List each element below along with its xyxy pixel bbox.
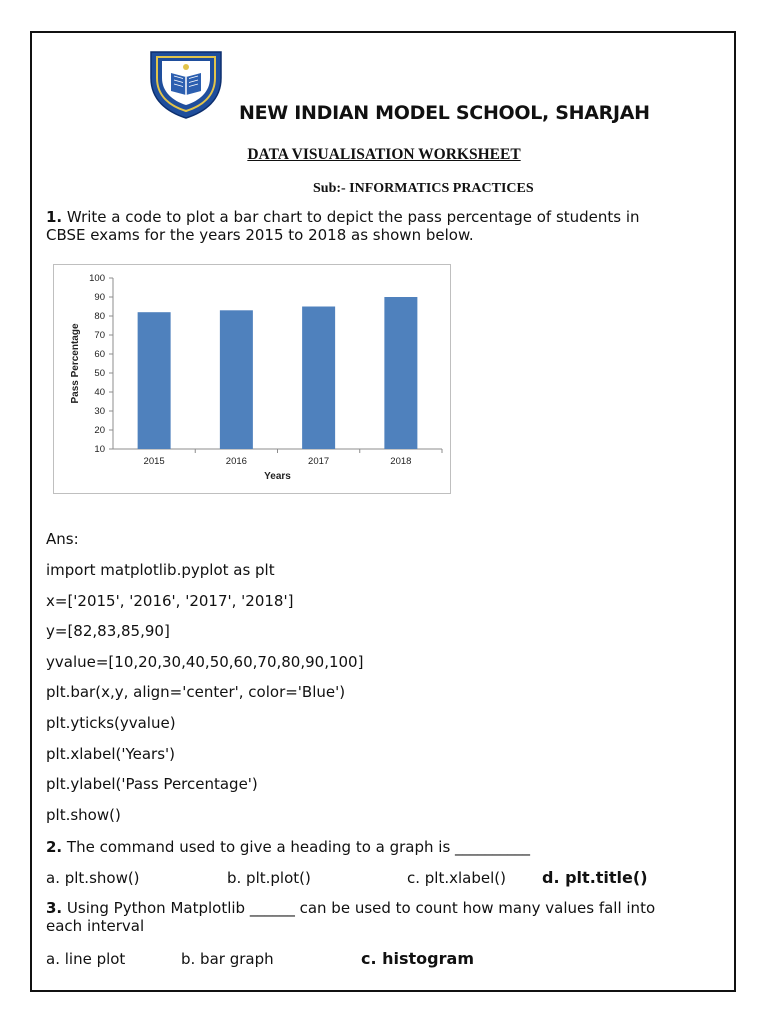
code-line: plt.ylabel('Pass Percentage') bbox=[46, 775, 258, 794]
question-3-option-b: b. bar graph bbox=[181, 950, 274, 968]
question-2-option-c: c. plt.xlabel() bbox=[407, 869, 506, 887]
worksheet-title: DATA VISUALISATION WORKSHEET bbox=[247, 146, 521, 163]
question-3-option-a: a. line plot bbox=[46, 950, 126, 968]
y-tick-label: 60 bbox=[94, 349, 105, 360]
code-line: import matplotlib.pyplot as plt bbox=[46, 561, 275, 579]
code-line: plt.show() bbox=[46, 805, 121, 824]
y-tick-label: 30 bbox=[94, 406, 105, 417]
y-tick-label: 40 bbox=[94, 387, 105, 398]
answer-label: Ans: bbox=[46, 530, 79, 548]
y-axis-label: Pass Percentage bbox=[70, 323, 81, 404]
y-tick-label: 100 bbox=[89, 273, 105, 284]
question-3-option-c-correct: c. histogram bbox=[361, 949, 474, 968]
x-axis-label: Years bbox=[264, 471, 291, 482]
school-crest-logo bbox=[147, 48, 225, 120]
x-tick-label: 2016 bbox=[225, 456, 247, 467]
question-1-number: 1. bbox=[46, 208, 63, 226]
code-line: plt.xlabel('Years') bbox=[46, 744, 176, 763]
bar-2016 bbox=[220, 310, 253, 449]
code-line: plt.yticks(yvalue) bbox=[46, 714, 176, 732]
y-tick-label: 20 bbox=[94, 425, 105, 436]
y-tick-label: 80 bbox=[94, 311, 105, 322]
question-2-line bbox=[46, 838, 530, 856]
y-tick-label: 90 bbox=[94, 292, 105, 303]
question-3-line-2: each interval bbox=[46, 917, 145, 935]
question-2-option-d-correct: d. plt.title() bbox=[542, 868, 648, 887]
y-tick-label: 70 bbox=[94, 330, 105, 341]
bar-2018 bbox=[384, 297, 417, 449]
x-tick-label: 2015 bbox=[143, 456, 165, 467]
question-3-text: Using Python Matplotlib ______ can be used to count how many values fall into bbox=[66, 899, 656, 917]
x-tick-label: 2017 bbox=[308, 456, 330, 467]
question-3-number: 3. bbox=[46, 899, 63, 917]
question-3-line-1 bbox=[46, 899, 655, 917]
question-1-line-2: CBSE exams for the years 2015 to 2018 as shown below. bbox=[46, 226, 474, 244]
question-2-number: 2. bbox=[46, 838, 63, 856]
question-2-option-a: a. plt.show() bbox=[46, 869, 140, 887]
code-line: y=[82,83,85,90] bbox=[46, 622, 170, 641]
question-2-text: The command used to give a heading to a graph is __________ bbox=[66, 838, 531, 856]
question-1-line-1 bbox=[46, 208, 640, 226]
y-tick-label: 10 bbox=[94, 444, 105, 455]
code-line: plt.bar(x,y, align='center', color='Blue') bbox=[46, 683, 346, 702]
bar-2015 bbox=[138, 312, 171, 449]
code-line: x=['2015', '2016', '2017', '2018'] bbox=[46, 591, 294, 610]
bar-chart bbox=[54, 265, 450, 493]
school-name: NEW INDIAN MODEL SCHOOL, SHARJAH bbox=[239, 102, 650, 124]
question-1-text: Write a code to plot a bar chart to depict the pass percentage of students in bbox=[66, 208, 640, 226]
bar-chart-frame bbox=[53, 264, 451, 494]
code-line: yvalue=[10,20,30,40,50,60,70,80,90,100] bbox=[46, 652, 364, 671]
bar-2017 bbox=[302, 307, 335, 450]
question-2-option-b: b. plt.plot() bbox=[227, 869, 311, 887]
subject-line: Sub:- INFORMATICS PRACTICES bbox=[313, 181, 534, 196]
x-tick-label: 2018 bbox=[390, 456, 412, 467]
y-tick-label: 50 bbox=[94, 368, 105, 379]
